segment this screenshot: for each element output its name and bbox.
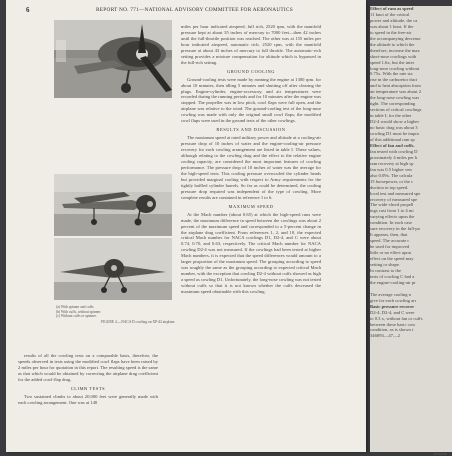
facing-page-line: give for each cowling arr [370, 297, 417, 303]
facing-page-line: ings cast from 1 to 4 mi [370, 208, 414, 214]
facing-page-line: to speed in the free-air [370, 29, 412, 35]
facing-page [370, 6, 452, 456]
facing-page-line: condition. In each case [370, 220, 413, 226]
section-heading-climb-tests: CLIMB TESTS [70, 385, 106, 391]
facing-page-line: no basic drag was about 3 [370, 125, 418, 131]
facing-page-line: ram recovery at high sp [370, 160, 414, 166]
paragraph: At the Mach number (about 0.65) at which the high-speed runs were made, the maximum difference in speed between the cowlings was about 2 percent of the maximum speed and corresponded to a 5-percent change in the airplane drag coefficient. From references 1, 2, and 10, the expected critical Mach number for NACA cowlings D1, D2-4, and C were about 0.74, 0.70, and 0.63, respectively. The critical Mach number for NACA cowling D2-4 was not measured. If the cowlings had been tested at higher Mach numbers, it is expected that the speed differences would amount to a larger proportion of the maximum speed. The grouping according to speed was roughly the same as the grouping according to expected critical Mach number, with the exception that cowling D2-4 without cuffs showed as high a speed as cowling D1. Unfortunately, the long-nose cowling was not tested without cuffs so that it is not known whether the cuffs decreased the maximum speed obtainable with this cowling. [181, 211, 321, 295]
facing-page-line: proximately 4 miles per h [370, 154, 418, 160]
report-page [6, 0, 366, 452]
facing-page-line: Effect of fan and cuffs. [370, 142, 415, 148]
facing-page-line: therefore, increase the max [370, 47, 420, 53]
facing-page-line: effect on the speed may [370, 256, 414, 262]
paragraph: results of all the cowling tests on a comparable basis, therefore, the speeds observed in tests using the modified cowl flaps have been raised by 2 miles per hour for quotation in this report. The resulting speed is the same as that which would be obtained by correcting the airplane drag coefficient for the added cowl-flap drag. [18, 353, 158, 382]
caption-item-c: (c) Without cuffs or spinner. [56, 314, 97, 319]
paragraph: miles per hour indicated airspeed, full rich, 2520 rpm, with the manifold pressure kept at about 35 inches of mercury to 7000 feet—then 42 inches until the full-throttle position was reached. The other was at 155 miles per hour indicated airspeed, automatic rich, 2520 rpm, with the manifold pressure at about 43 inches of mercury to full throttle. The automatic-rich setting provides a mixture compensation for altitude which is bypassed in the full-rich setting. [181, 24, 321, 65]
facing-page-line: short-nose cowlings with [370, 53, 417, 59]
facing-page-line: little or no effect upon [370, 250, 411, 256]
facing-page-line: of this additional ram sp [370, 136, 415, 142]
caption-item-b: (b) With cuffs, without spinner. [56, 309, 102, 314]
facing-page-line: the engine-cooling-air pr [370, 279, 416, 285]
facing-page-line: also 0.09x. The calcula [370, 172, 413, 178]
facing-page-line: setting or shape. [370, 261, 400, 267]
facing-page-line: varying effects upon the [370, 214, 415, 220]
facing-page-line: In contrast to the [370, 267, 401, 273]
facing-page-line: D2-4, D2-4, and C were [370, 309, 415, 315]
airplane-photo-a-image [54, 20, 172, 98]
section-heading-maximum-speed: MAXIMUM SPEED [228, 203, 274, 209]
facing-page-footer-label: ENGINE [434, 452, 448, 456]
facing-page-line: air temperature was about 2 [370, 89, 422, 95]
facing-page-line: 0.75x. With the rate sta [370, 71, 413, 77]
facing-page-line: sections of critical cowlings [370, 107, 422, 113]
facing-page-line: It appears, then, that [370, 232, 408, 238]
facing-page-line: the altitude to which the [370, 41, 415, 47]
facing-page-line: be used for improved [370, 244, 410, 250]
facing-page-line: speed. The accurate r [370, 238, 409, 244]
facing-page-line: was about 1 knot. If the [370, 23, 414, 29]
paragraph: Two sustained climbs to about 20,000 feet were generally made with each cowling arrangement. One was at 140 [18, 393, 158, 405]
photo-a-with-spinner-and-cuffs [54, 20, 172, 98]
facing-page-line: in table I; for the other [370, 113, 412, 119]
facing-page-line: sure recovery in the full-po [370, 226, 421, 232]
facing-page-line: Effect of ram as speed [370, 6, 414, 11]
left-column-text [18, 353, 158, 407]
facing-page-line: fan was 0.5 higher ven [370, 166, 412, 172]
facing-page-line: The wide-chord propell [370, 202, 414, 208]
facing-page-line: 11 knot of the critical [370, 11, 410, 17]
facing-page-line: local test and measured spe [370, 190, 421, 196]
paragraph: Ground-cooling tests were made by running the engine at 1300 rpm. for about 10 minutes, then idling 5 minutes and shutting off after clearing the plugs. Engine-cylinder, engine-accessory, and air temperatures were recorded during the running periods and for 10 minutes after the engine was stopped. The propeller was in low pitch, cowl flaps were full open, and the airplane was relative to the wind. The ground-cooling test of the long-nose cowling was made with only the original small cowl flaps; the modified cowl flaps were used in the ground tests of the other cowlings. [181, 76, 321, 124]
facing-page-line: cowling D1 must be impro [370, 131, 420, 137]
facing-page-line: to 0.3 x, without fan or cuffs [370, 315, 423, 321]
section-heading-results: RESULTS AND DISCUSSION [216, 127, 286, 133]
airplane-photo-c-image [54, 238, 172, 300]
section-heading-ground-cooling: GROUND COOLING [226, 68, 276, 74]
facing-page-column [370, 6, 448, 339]
facing-page-line: power and altitude, the ca [370, 17, 418, 23]
facing-page-line: tests of cowling C had a [370, 273, 415, 279]
facing-page-line: Basic pressure recover [370, 303, 415, 309]
paragraph: The maximum speed at rated military power and altitude at a cooling-air pressure drop of 10 inches of water and the engine-cooling-air pressure recovery for each cowling arrangement are listed in table I. These values, although relating to the cowling drag and the effect to the relative engine cooling capacity, are considered the most important features of cowling performance. The pressure drop of 10 inches of water was the average for the high-speed tests. This cooling pressure overcooled the cylinder heads but provided marginal cooling with respect to Army requirements for the tightly baffled cylinder barrels. So far as could be determined, the cooling pressure drop required was independent of the type of cowling. More complete results are contained in reference 1 to 6. [181, 135, 321, 200]
facing-page-line: the long-nose cowling was [370, 95, 420, 101]
figure-caption-title: FIGURE 4.—NACA D cowling on XP-42 airplane. [101, 320, 176, 324]
facing-page-line: The average cooling-a [370, 291, 412, 297]
figure-caption-legend [56, 305, 131, 319]
facing-page-line: condition, as is shown i [370, 327, 414, 333]
facing-page-line: between these basic cow [370, 321, 416, 327]
facing-page-line: the accompanying decrease [370, 35, 421, 41]
caption-item-a: (a) With spinner and cuffs. [56, 305, 95, 309]
facing-page-line: speed 1.6x, but the inter [370, 59, 415, 65]
page-number: 6 [26, 6, 30, 14]
facing-page-line: D2-4 would show a higher [370, 119, 419, 125]
right-column-text [181, 24, 321, 296]
airplane-photo-b-image [54, 174, 172, 236]
facing-page-line: long-nose cowling without [370, 65, 420, 71]
facing-page-line: 15 horsepower, or the c [370, 178, 414, 184]
facing-page-line: fan tested with cowling D [370, 148, 418, 154]
facing-page-line: recovery of measured spe [370, 196, 418, 202]
facing-page-line: duction in top speed. [370, 184, 409, 190]
facing-page-line: tight. The corresponding [370, 101, 416, 107]
facing-page-line: rise in the carburetor duct [370, 77, 418, 83]
facing-page-line: and to heat absorption from [370, 83, 421, 89]
photo-c-without-cuffs-or-spinner [54, 238, 172, 300]
facing-page-line: 346893—47—2 [370, 333, 400, 339]
photo-b-with-cuffs-without-spinner [54, 174, 172, 236]
running-title: REPORT NO. 771—NATIONAL ADVISORY COMMITTEE FOR AERONAUTICS [96, 7, 293, 13]
